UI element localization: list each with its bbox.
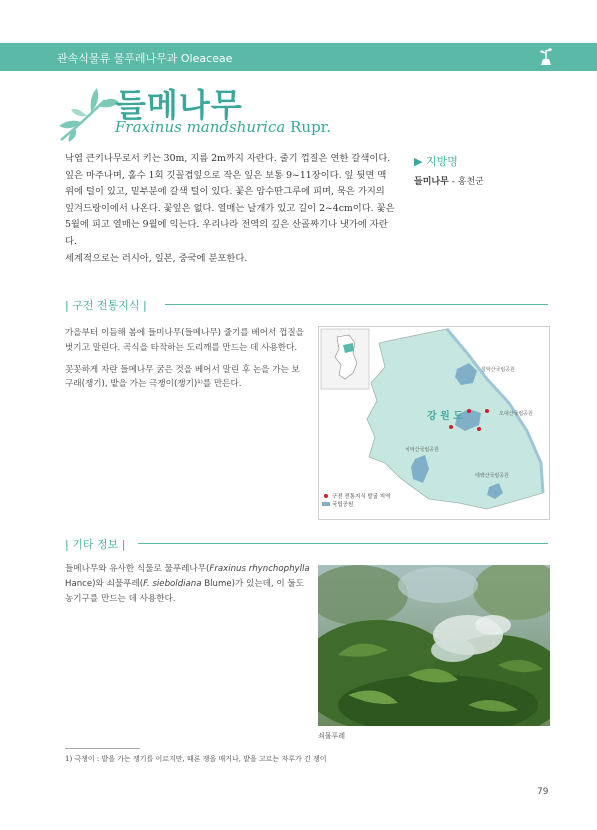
regional-name: 들미나무 [414, 177, 449, 187]
text-run: Hance)와 쇠물푸레( [65, 578, 144, 589]
other-info-heading: | 기타 정보 | [65, 538, 126, 551]
description-line: 잎겨드랑이에서 나온다. 꽃잎은 없다. 열매는 날개가 있고 길이 2~4cm이다. 꽃은 [65, 202, 395, 214]
regional-name-entry [414, 174, 484, 187]
gangwon-map [318, 326, 550, 520]
description-line: 세계적으로는 러시아, 일본, 중국에 분포한다. [65, 252, 248, 264]
regional-separator: - [448, 177, 458, 187]
header-category: 관속식물류 물푸레나무과 Oleaceae [57, 52, 233, 65]
legend-park-swatch [322, 502, 330, 506]
scientific-name [115, 118, 331, 136]
description-line: 낙엽 큰키나무로서 키는 30m, 지름 2m까지 자란다. 줄기 껍질은 연한 갈색이다. [65, 153, 391, 164]
park-label: 태백산국립공원 [475, 473, 509, 479]
leaf-branch-icon [53, 84, 123, 144]
scientific-author: Rupr. [290, 118, 331, 136]
footnote: 1) 극쟁이 : 밭을 가는 쟁기를 이르지만, 때론 쟁을 매거나, 밭을 고르는 자루가 긴 쟁이 [65, 755, 327, 763]
regional-names-heading: ▶ 지방명 [414, 155, 458, 168]
traditional-knowledge-text [65, 326, 305, 399]
description-line: 5월에 피고 열매는 9월에 익는다. 우리나라 전역의 깊은 산골짜기나 냇가에 자란다. [65, 219, 388, 247]
survey-site-dot [477, 427, 481, 431]
province-label: 강 원 도 [427, 411, 463, 422]
survey-site-dot [449, 425, 453, 429]
section-divider [138, 543, 548, 544]
plant-pot-icon [536, 45, 556, 67]
other-info-text [65, 562, 310, 606]
text-run: Blume)가 있는데, 이 둘도 농기구를 만드는 데 사용한다. [65, 578, 305, 604]
section-divider [165, 304, 548, 305]
park-label: 치악산국립공원 [405, 447, 439, 453]
plant-photo [318, 565, 550, 726]
survey-site-dot [485, 409, 489, 413]
regional-name-region: 홍천군 [457, 177, 484, 187]
page-title: 들메나무 [115, 86, 243, 124]
survey-site-dot [467, 409, 471, 413]
paragraph: 꼿꼿하게 자란 들메나무 굵은 것을 베어서 말린 후 논을 가는 보구래(쟁기), 밭을 가는 극쟁이(쟁기)¹⁾를 만든다. [65, 364, 300, 390]
page-number: 79 [537, 787, 549, 797]
scientific-binomial: Fraxinus mandshurica [115, 118, 286, 136]
text-run: 들메나무와 유사한 식물로 물푸레나무( [65, 564, 210, 574]
description-line: 잎은 마주나며, 홀수 1회 깃꼴겹잎으로 작은 잎은 보통 9~11장이다. 잎 뒷면 맥 [65, 169, 387, 181]
park-label: 오대산국립공원 [499, 411, 533, 417]
scientific-name-run: Fraxinus rhynchophylla [209, 564, 310, 574]
legend-dot-icon [324, 494, 328, 498]
park-label: 설악산국립공원 [481, 367, 515, 373]
footnote-divider [65, 748, 140, 749]
photo-caption: 쇠물푸레 [318, 732, 346, 740]
legend-dot-label: 구전 전통지식 발굴 지역 [332, 494, 391, 500]
paragraph: 가을부터 이듬해 봄에 들미나무(들메나무) 줄기를 베어서 껍질을 벗기고 말린다. 곡식을 타작하는 도리깨를 만드는 데 사용한다. [65, 328, 304, 353]
legend-park-label: 국립공원 [332, 502, 354, 508]
traditional-knowledge-heading: | 구전 전통지식 | [65, 299, 147, 312]
description-line: 위에 털이 있고, 밑부분에 갈색 털이 있다. 꽃은 암수딴그루에 피며, 묵은 가지의 [65, 186, 385, 198]
scientific-name-run: F. sieboldiana [143, 578, 202, 589]
species-description [65, 151, 398, 267]
